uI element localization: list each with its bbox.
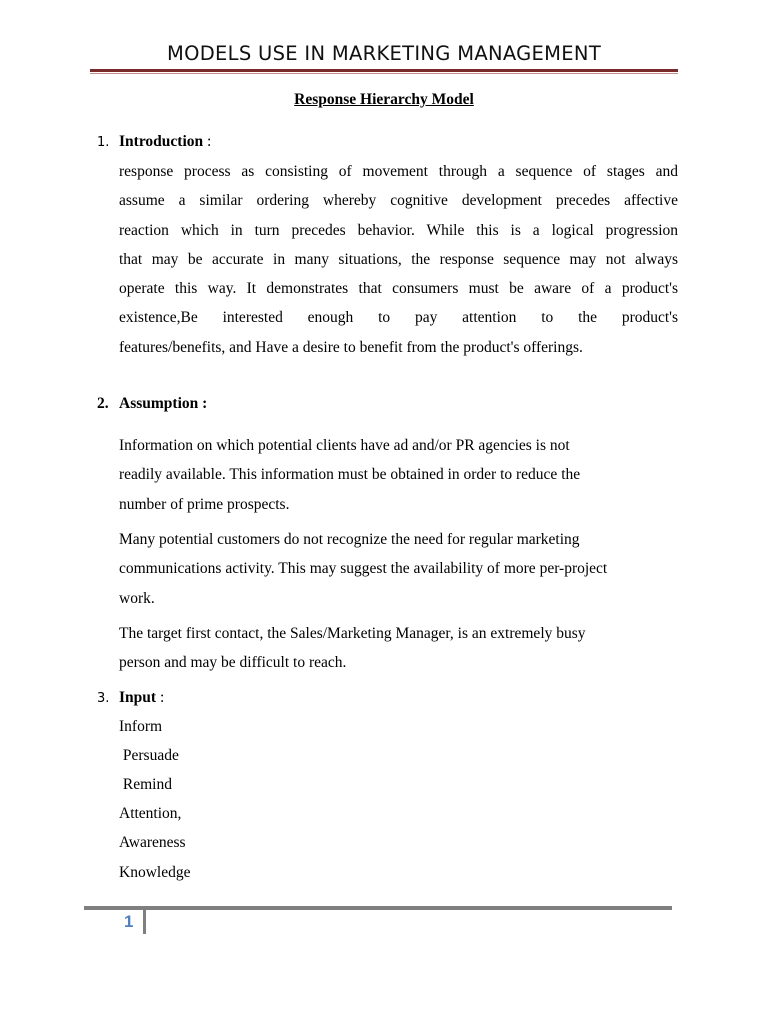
paragraph-line: that may be accurate in many situations, the response sequence may not always: [119, 250, 678, 268]
section-separator: :: [156, 689, 165, 706]
paragraph-line: Many potential customers do not recognize the need for regular marketing: [119, 531, 580, 548]
paragraph-line: Information on which potential clients have ad and/or PR agencies is not: [119, 437, 570, 454]
input-list-item: Attention,: [119, 805, 182, 822]
section-heading-introduction: [97, 132, 211, 153]
paragraph-line: operate this way. It demonstrates that consumers must be aware of a product's: [119, 280, 678, 298]
header-rule: [90, 69, 678, 72]
section-title: Assumption :: [119, 395, 208, 412]
paragraph-line: person and may be difficult to reach.: [119, 654, 347, 672]
header-rule-thin: [90, 73, 678, 74]
paragraph-line: response process as consisting of movement through a sequence of stages and: [119, 163, 678, 180]
input-list-item: Awareness: [119, 834, 186, 851]
paragraph-line: existence,Be interested enough to pay attention to the product's: [119, 309, 678, 327]
section-separator: :: [203, 133, 212, 150]
page-number-divider: [143, 908, 146, 934]
input-list-item: Inform: [119, 718, 163, 735]
assumption-paragraph-3: [119, 619, 678, 678]
paragraph-line: reaction which in turn precedes behavior. While this is a logical progression: [119, 221, 678, 239]
paragraph-line: assume a similar ordering whereby cognitive development precedes affective: [119, 192, 678, 210]
input-list-item: Remind: [119, 776, 172, 793]
page-number: 1: [124, 912, 134, 931]
paragraph-line: features/benefits, and Have a desire to benefit from the product's offerings.: [119, 338, 583, 356]
paragraph-line: number of prime prospects.: [119, 495, 290, 513]
paragraph-line: work.: [119, 589, 155, 607]
document-title: Response Hierarchy Model: [294, 91, 474, 108]
section-title: Introduction: [119, 133, 204, 150]
section-heading-input: [97, 688, 164, 709]
input-list-item: Persuade: [119, 747, 179, 764]
section-number: 1.: [97, 135, 110, 150]
introduction-paragraph: [119, 157, 678, 362]
input-list-item: Knowledge: [119, 864, 191, 881]
assumption-paragraph-1: [119, 431, 678, 519]
assumption-paragraph-2: [119, 525, 678, 613]
paragraph-line: readily available. This information must be obtained in order to reduce the: [119, 466, 581, 484]
section-number: 2.: [97, 395, 109, 412]
paragraph-line: communications activity. This may suggest the availability of more per-project: [119, 560, 608, 578]
footer-rule: [84, 906, 672, 910]
header-title: MODELS USE IN MARKETING MANAGEMENT: [166, 42, 602, 65]
section-number: 3.: [97, 691, 110, 706]
section-title: Input: [119, 689, 157, 706]
paragraph-line: The target first contact, the Sales/Marketing Manager, is an extremely busy: [119, 625, 586, 642]
section-heading-assumption: [97, 394, 207, 414]
